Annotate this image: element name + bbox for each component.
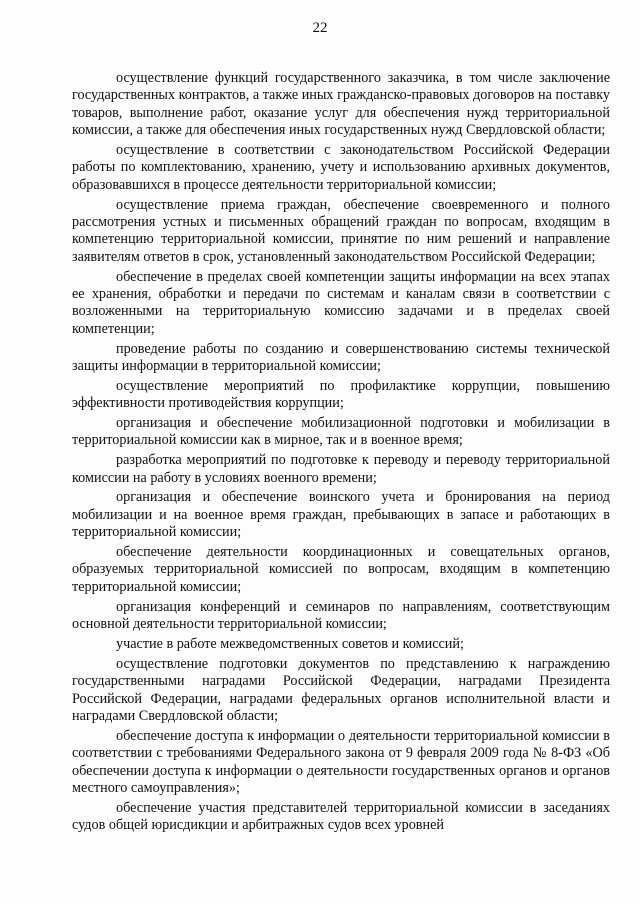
paragraph: обеспечение деятельности координационных и совещательных органов, образуемых территориальной комиссией по вопросам, входящим в компетенцию территориальной комиссии; xyxy=(72,544,610,595)
paragraph: обеспечение участия представителей территориальной комиссии в заседаниях судов общей юрисдикции и арбитражных судов всех уровней xyxy=(72,799,610,834)
paragraph: проведение работы по созданию и совершенствованию системы технической защиты информации в территориальной комиссии; xyxy=(72,340,610,375)
paragraph: организация и обеспечение мобилизационной подготовки и мобилизации в территориальной комиссии как в мирное, так и в военное время; xyxy=(72,415,610,449)
paragraph: разработка мероприятий по подготовке к переводу и переводу территориальной комиссии на работу в условиях военного времени; xyxy=(72,452,610,486)
paragraph: осуществление приема граждан, обеспечение своевременного и полного рассмотрения устных и письменных обращений граждан по вопросам, входящим в компетенцию территориальной комиссии, принятие по ним решений и направление заявителям ответов в срок, установленный законодательством Российской Федерации; xyxy=(72,196,610,265)
paragraph: обеспечение в пределах своей компетенции защиты информации на всех этапах ее хранения, обработки и передачи по системам и каналам связи в соответствии с возложенными на территориальную комиссию задачами и в пределах своей компетенции; xyxy=(72,268,610,337)
paragraph: участие в работе межведомственных советов и комиссий; xyxy=(116,635,464,652)
paragraph: осуществление подготовки документов по представлению к награждению государственными наградами Российской Федерации, наградами Президента Российской Федерации, наградами федеральных органов исполнительной власти и наградами Свердловской области; xyxy=(72,655,610,724)
paragraph: осуществление мероприятий по профилактике коррупции, повышению эффективности противодействия коррупции; xyxy=(72,377,610,412)
paragraph: организация конференций и семинаров по направлениям, соответствующим основной деятельности территориальной комиссии; xyxy=(72,598,610,633)
document-body xyxy=(72,70,610,837)
paragraph: осуществление функций государственного заказчика, в том числе заключение государственных контрактов, а также иных гражданско-правовых договоров на поставку товаров, выполнение работ, оказание услуг для обеспечения нужд территориальной комиссии, а также для обеспечения иных государственных нужд Свердловской области; xyxy=(72,70,610,139)
paragraph: осуществление в соответствии с законодательством Российской Федерации работы по комплектованию, хранению, учету и использованию архивных документов, образовавшихся в процессе деятельности территориальной комиссии; xyxy=(72,142,610,193)
paragraph: организация и обеспечение воинского учета и бронирования на период мобилизации и на военное время граждан, пребывающих в запасе и работающих в территориальной комиссии; xyxy=(72,489,610,541)
page-number: 22 xyxy=(312,20,328,36)
paragraph: обеспечение доступа к информации о деятельности территориальной комиссии в соответствии с требованиями Федерального закона от 9 февраля 2009 года № 8-ФЗ «Об обеспечении доступа к информации о деятельности государственных органов и органов местного самоуправления»; xyxy=(72,727,610,796)
